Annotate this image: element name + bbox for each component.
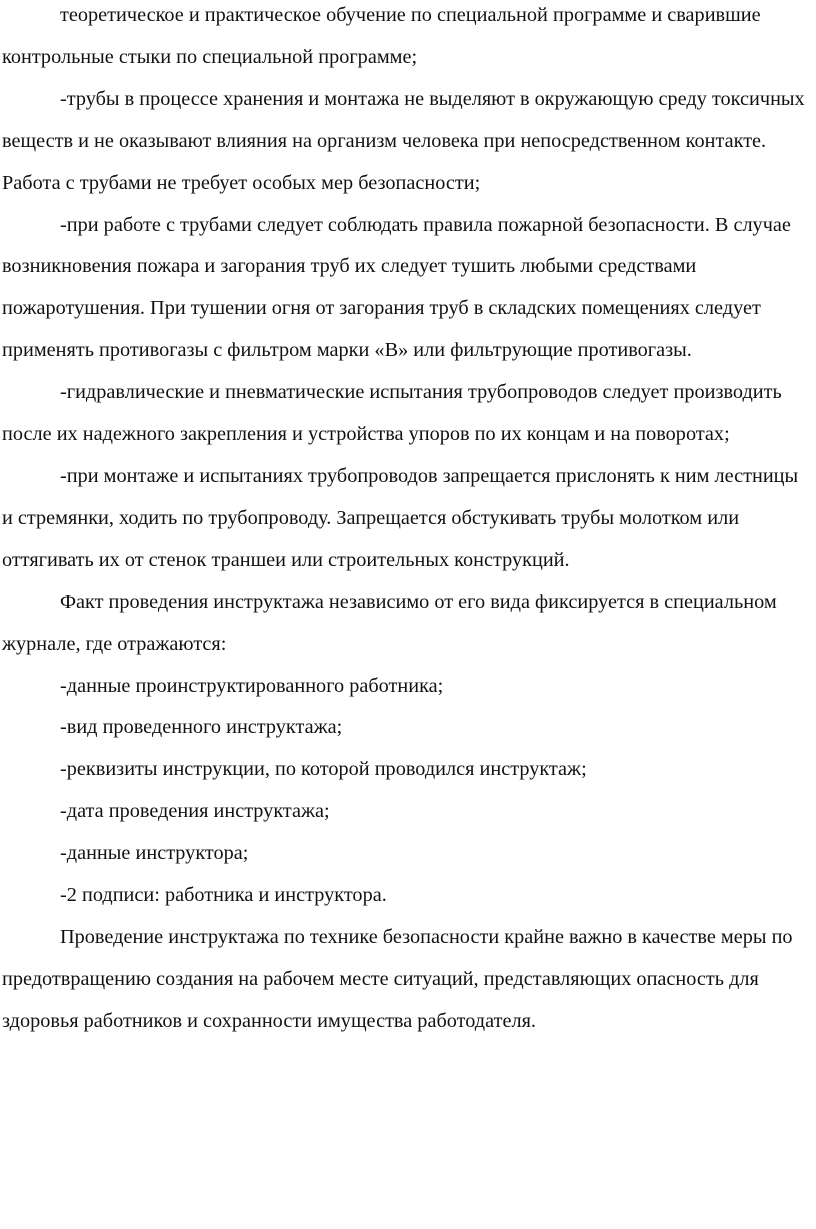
paragraph-briefing-journal: Факт проведения инструктажа независимо от его вида фиксируется в специальном журнале, где отражаются: — [2, 590, 777, 655]
paragraph-pressure-tests: -гидравлические и пневматические испытания трубопроводов следует производить после их надежного закрепления и устройства упоров по их концам и на поворотах; — [2, 381, 782, 446]
paragraph-briefing-importance: Проведение инструктажа по технике безопасности крайне важно в качестве меры по предотвращению создания на рабочем месте ситуаций, представляющих опасность для здоровья работников и сохранности имущества работодателя. — [2, 925, 793, 1032]
paragraph-training-continuation: теоретическое и практическое обучение по специальной программе и сварившие контрольные стыки по специальной программе; — [2, 4, 761, 68]
paragraph-pipe-storage-safety: -трубы в процессе хранения и монтажа не выделяют в окружающую среду токсичных веществ и не оказывают влияния на организм человека при непосредственном контакте. Работа с трубами не требует особых мер безопасности; — [2, 87, 805, 194]
list-item-instructor-data: -данные инструктора; — [60, 842, 249, 865]
list-item-briefing-date: -дата проведения инструктажа; — [60, 800, 330, 823]
list-item-signatures: -2 подписи: работника и инструктора. — [60, 884, 387, 907]
list-item-employee-data: -данные проинструктированного работника; — [60, 674, 444, 697]
paragraph-installation-prohibitions: -при монтаже и испытаниях трубопроводов запрещается прислонять к ним лестницы и стремянки, ходить по трубопроводу. Запрещается обстукивать трубы молотком или оттягивать их от стенок траншеи или строительных конструкций. — [2, 464, 799, 571]
paragraph-fire-safety: -при работе с трубами следует соблюдать правила пожарной безопасности. В случае возникновения пожара и загорания труб их следует тушить любыми средствами пожаротушения. При тушении огня от загорания труб в складских помещениях следует применять противогазы с фильтром марки «В» или фильтрующие противогазы. — [2, 213, 791, 362]
list-item-instruction-details: -реквизиты инструкции, по которой проводился инструктаж; — [60, 758, 587, 781]
list-item-briefing-type: -вид проведенного инструктажа; — [60, 716, 343, 739]
